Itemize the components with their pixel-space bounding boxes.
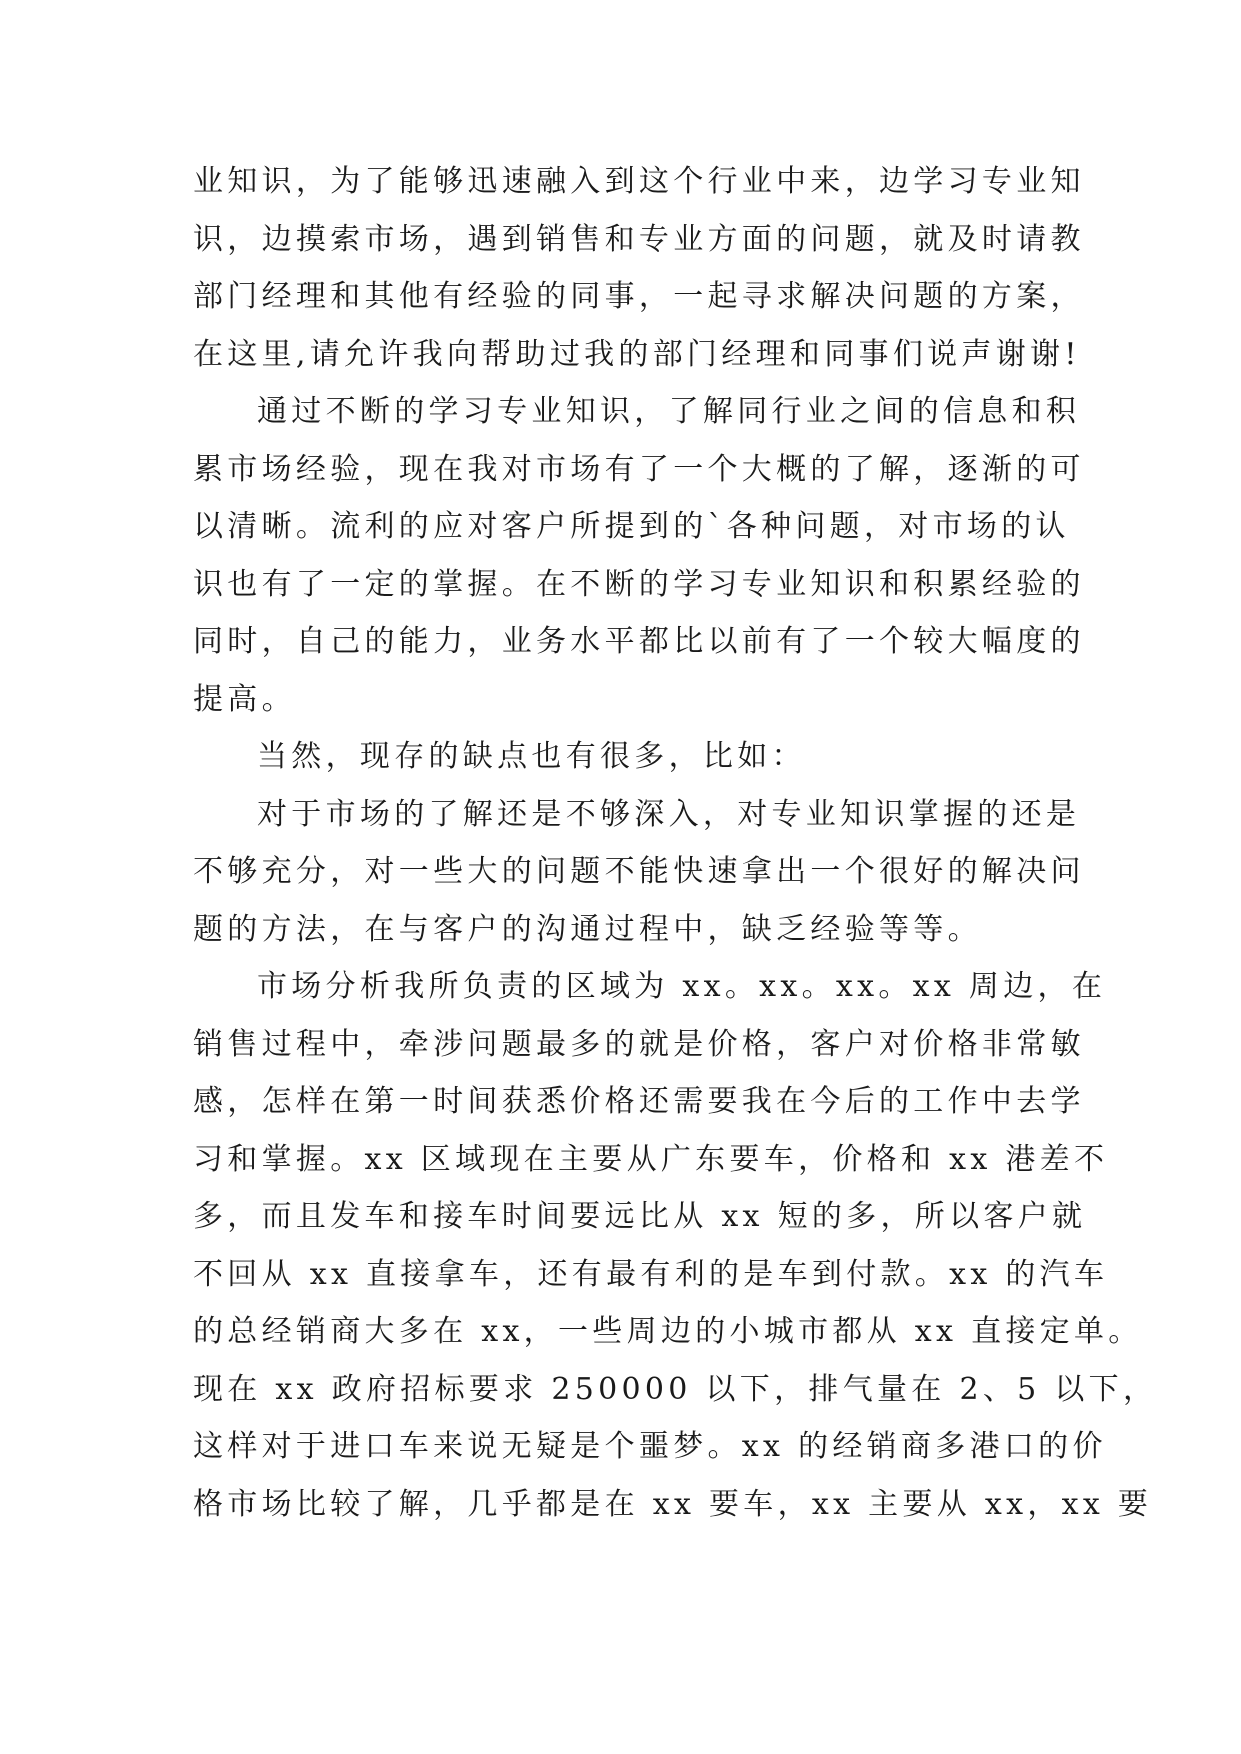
text-line: 的总经销商大多在 xx，一些周边的小城市都从 xx 直接定单。 bbox=[193, 1314, 1143, 1349]
text-line: 在这里,请允许我向帮助过我的部门经理和同事们说声谢谢! bbox=[193, 336, 1081, 372]
text-line: 不够充分，对一些大的问题不能快速拿出一个很好的解决问 bbox=[193, 854, 1085, 889]
paragraph-first-line: 通过不断的学习专业知识，了解同行业之间的信息和积 bbox=[257, 394, 1081, 429]
text-line: 题的方法，在与客户的沟通过程中，缺乏经验等等。 bbox=[193, 911, 982, 947]
text-line: 同时，自己的能力，业务水平都比以前有了一个较大幅度的 bbox=[193, 624, 1085, 659]
text-line: 累市场经验，现在我对市场有了一个大概的了解，逐渐的可 bbox=[193, 451, 1085, 487]
text-line: 以清晰。流利的应对客户所提到的`各种问题，对市场的认 bbox=[193, 509, 1070, 544]
paragraph-first-line: 当然，现存的缺点也有很多，比如： bbox=[257, 739, 806, 774]
text-line: 多，而且发车和接车时间要远比从 xx 短的多，所以客户就 bbox=[193, 1199, 1087, 1234]
paragraph-first-line: 市场分析我所负责的区域为 xx。xx。xx。xx 周边，在 bbox=[257, 969, 1107, 1004]
text-line: 格市场比较了解，几乎都是在 xx 要车，xx 主要从 xx，xx 要 bbox=[193, 1486, 1153, 1522]
text-line: 感，怎样在第一时间获悉价格还需要我在今后的工作中去学 bbox=[193, 1084, 1085, 1119]
text-line: 不回从 xx 直接拿车，还有最有利的是车到付款。xx 的汽车 bbox=[193, 1256, 1109, 1292]
text-line: 销售过程中，牵涉问题最多的就是价格，客户对价格非常敏 bbox=[193, 1026, 1085, 1062]
text-line: 部门经理和其他有经验的同事，一起寻求解决问题的方案， bbox=[193, 279, 1085, 314]
text-line: 识也有了一定的掌握。在不断的学习专业知识和积累经验的 bbox=[193, 566, 1085, 602]
paragraph-first-line: 对于市场的了解还是不够深入，对专业知识掌握的还是 bbox=[257, 796, 1081, 832]
text-line: 现在 xx 政府招标要求 250000 以下，排气量在 2、5 以下， bbox=[193, 1371, 1158, 1407]
text-line: 这样对于进口车来说无疑是个噩梦。xx 的经销商多港口的价 bbox=[193, 1429, 1107, 1464]
document-body bbox=[193, 153, 1158, 1533]
text-line: 识，边摸索市场，遇到销售和专业方面的问题，就及时请教 bbox=[193, 221, 1085, 257]
text-line: 业知识，为了能够迅速融入到这个行业中来，边学习专业知 bbox=[193, 164, 1085, 199]
text-line: 提高。 bbox=[193, 681, 296, 717]
text-line: 习和掌握。xx 区域现在主要从广东要车，价格和 xx 港差不 bbox=[193, 1141, 1109, 1177]
